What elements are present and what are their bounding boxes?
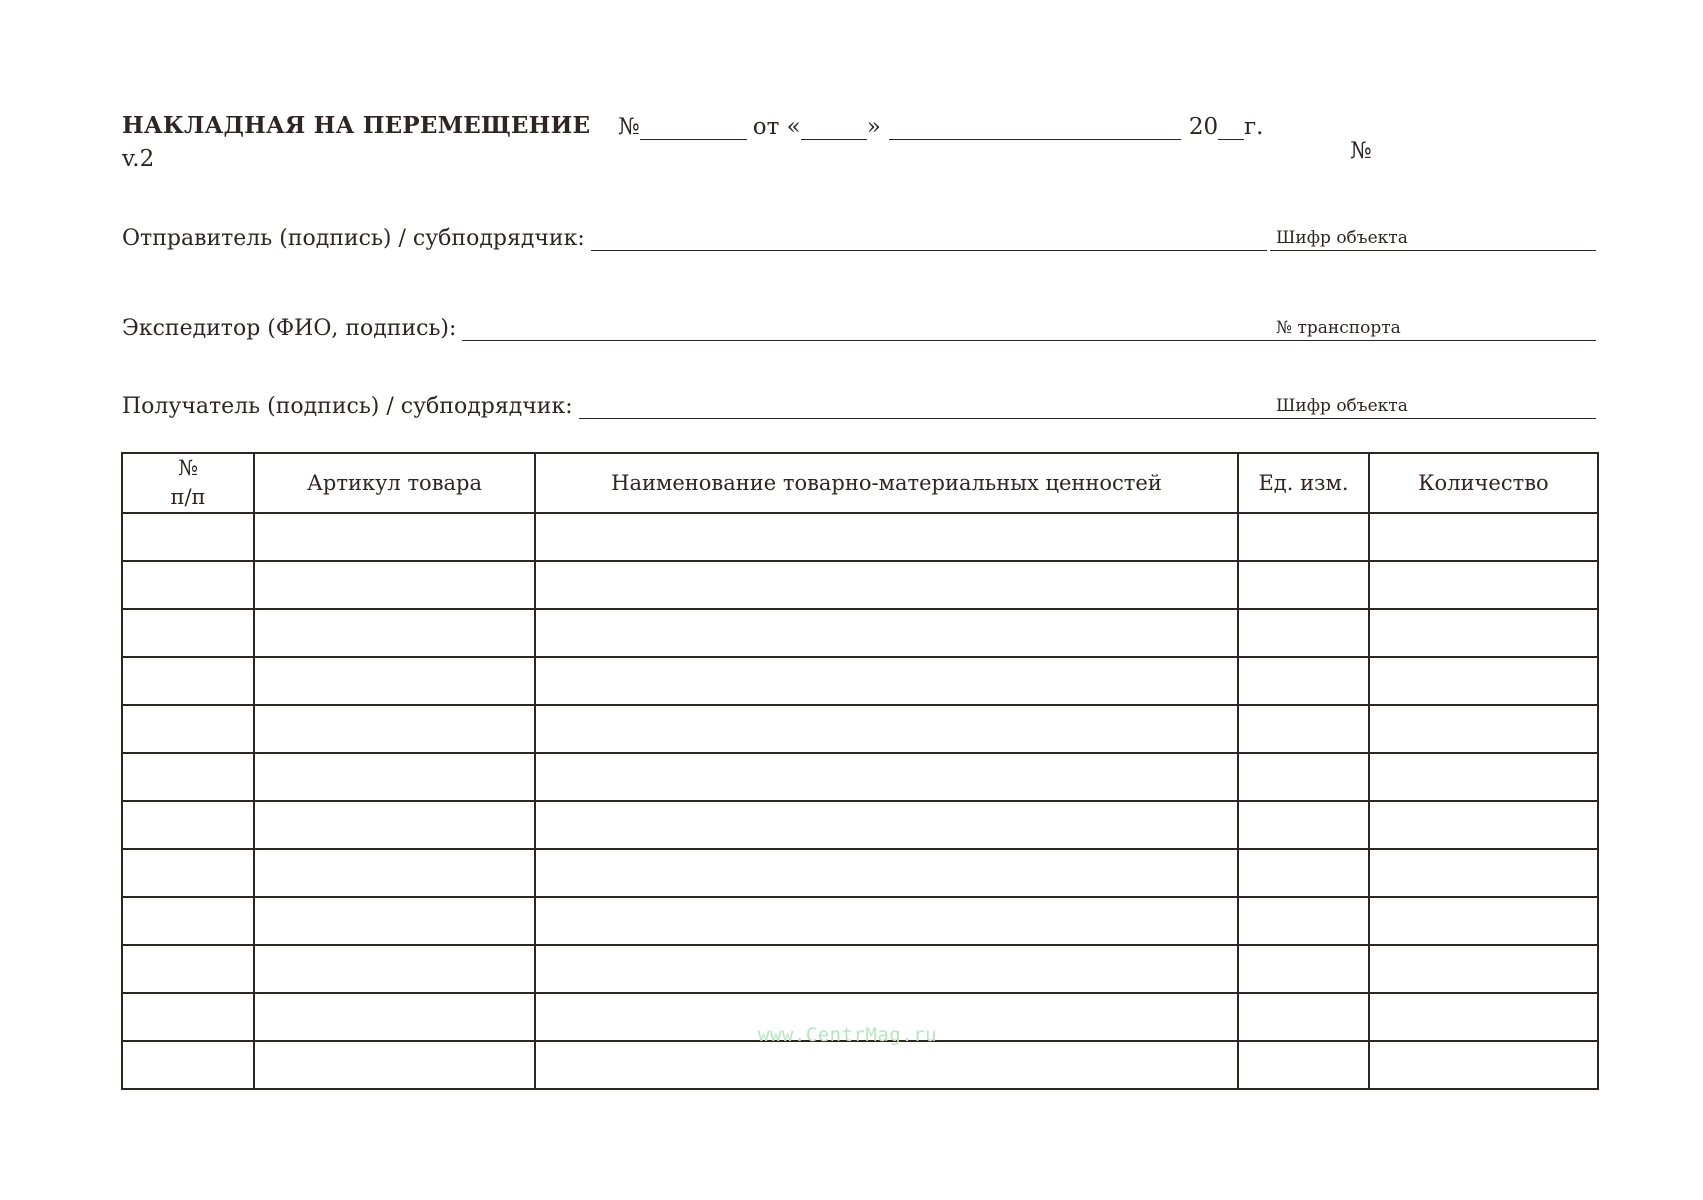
cell-quantity[interactable] [1369, 897, 1598, 945]
document-number-blank[interactable] [640, 117, 747, 140]
cell-name[interactable] [535, 513, 1238, 561]
header-name: Наименование товарно-материальных ценностей [535, 453, 1238, 513]
cell-row-number[interactable] [122, 609, 254, 657]
cell-name[interactable] [535, 1041, 1238, 1089]
cell-quantity[interactable] [1369, 849, 1598, 897]
cell-name[interactable] [535, 849, 1238, 897]
table-row [122, 609, 1598, 657]
cell-quantity[interactable] [1369, 993, 1598, 1041]
recipient-label: Получатель (подпись) / субподрядчик: [122, 394, 573, 419]
month-blank[interactable] [889, 117, 1181, 140]
cell-quantity[interactable] [1369, 561, 1598, 609]
table-body [122, 513, 1598, 1089]
year-suffix: г. [1244, 114, 1264, 140]
table-row [122, 897, 1598, 945]
cell-quantity[interactable] [1369, 513, 1598, 561]
cell-article[interactable] [254, 657, 535, 705]
cell-row-number[interactable] [122, 657, 254, 705]
cell-quantity[interactable] [1369, 705, 1598, 753]
cell-article[interactable] [254, 945, 535, 993]
header-row-number-line2: п/п [170, 485, 206, 509]
forwarder-field [122, 316, 1275, 341]
cell-quantity[interactable] [1369, 801, 1598, 849]
cell-unit[interactable] [1238, 561, 1369, 609]
cell-unit[interactable] [1238, 897, 1369, 945]
goods-table [121, 452, 1599, 1090]
object-code-field-2[interactable] [1270, 390, 1596, 419]
header-row-number [122, 453, 254, 513]
from-label: от « [752, 114, 801, 140]
cell-unit[interactable] [1238, 801, 1369, 849]
cell-row-number[interactable] [122, 849, 254, 897]
cell-row-number[interactable] [122, 993, 254, 1041]
table-row [122, 513, 1598, 561]
object-code-label-1: Шифр объекта [1276, 228, 1408, 248]
cell-unit[interactable] [1238, 609, 1369, 657]
cell-name[interactable] [535, 753, 1238, 801]
cell-unit[interactable] [1238, 945, 1369, 993]
cell-article[interactable] [254, 561, 535, 609]
cell-unit[interactable] [1238, 705, 1369, 753]
sender-signature-line[interactable] [591, 230, 1267, 251]
header-quantity: Количество [1369, 453, 1598, 513]
transport-number-label: № транспорта [1276, 318, 1401, 338]
cell-name[interactable] [535, 705, 1238, 753]
cell-article[interactable] [254, 849, 535, 897]
cell-row-number[interactable] [122, 945, 254, 993]
cell-article[interactable] [254, 1041, 535, 1089]
year-prefix: 20 [1188, 114, 1219, 140]
cell-name[interactable] [535, 945, 1238, 993]
cell-unit[interactable] [1238, 657, 1369, 705]
document-version: v.2 [122, 146, 155, 172]
cell-unit[interactable] [1238, 513, 1369, 561]
table-row [122, 1041, 1598, 1089]
cell-article[interactable] [254, 753, 535, 801]
cell-row-number[interactable] [122, 753, 254, 801]
transport-number-field[interactable] [1270, 312, 1596, 341]
cell-row-number[interactable] [122, 897, 254, 945]
table-header-row [122, 453, 1598, 513]
document-number-date-line [618, 114, 1263, 140]
cell-article[interactable] [254, 513, 535, 561]
cell-row-number[interactable] [122, 1041, 254, 1089]
year-blank[interactable] [1218, 117, 1244, 140]
cell-article[interactable] [254, 705, 535, 753]
cell-article[interactable] [254, 801, 535, 849]
quote-close: » [866, 114, 881, 140]
recipient-field [122, 394, 1272, 419]
document-title: НАКЛАДНАЯ НА ПЕРЕМЕЩЕНИЕ [122, 112, 591, 139]
corner-number: № [1350, 138, 1372, 164]
forwarder-signature-line[interactable] [462, 320, 1275, 341]
cell-row-number[interactable] [122, 513, 254, 561]
cell-quantity[interactable] [1369, 753, 1598, 801]
day-blank[interactable] [801, 117, 867, 140]
cell-article[interactable] [254, 897, 535, 945]
cell-article[interactable] [254, 993, 535, 1041]
cell-quantity[interactable] [1369, 945, 1598, 993]
cell-name[interactable] [535, 561, 1238, 609]
sender-label: Отправитель (подпись) / субподрядчик: [122, 226, 585, 251]
table-row [122, 753, 1598, 801]
cell-quantity[interactable] [1369, 609, 1598, 657]
sender-field [122, 226, 1267, 251]
header-article: Артикул товара [254, 453, 535, 513]
cell-article[interactable] [254, 609, 535, 657]
cell-row-number[interactable] [122, 801, 254, 849]
cell-unit[interactable] [1238, 993, 1369, 1041]
recipient-signature-line[interactable] [579, 398, 1272, 419]
table-row [122, 849, 1598, 897]
cell-unit[interactable] [1238, 849, 1369, 897]
table-row [122, 561, 1598, 609]
forwarder-label: Экспедитор (ФИО, подпись): [122, 316, 457, 341]
cell-name[interactable] [535, 657, 1238, 705]
cell-quantity[interactable] [1369, 657, 1598, 705]
cell-unit[interactable] [1238, 753, 1369, 801]
header-unit: Ед. изм. [1238, 453, 1369, 513]
header-row-number-line1: № [178, 456, 198, 480]
cell-row-number[interactable] [122, 705, 254, 753]
watermark: www.CentrMag.ru [758, 1024, 938, 1046]
table-row [122, 801, 1598, 849]
cell-unit[interactable] [1238, 1041, 1369, 1089]
cell-name[interactable] [535, 801, 1238, 849]
number-sign: № [618, 114, 640, 140]
cell-name[interactable] [535, 897, 1238, 945]
cell-row-number[interactable] [122, 561, 254, 609]
object-code-field-1[interactable] [1270, 222, 1596, 251]
cell-name[interactable] [535, 609, 1238, 657]
table-row [122, 657, 1598, 705]
cell-quantity[interactable] [1369, 1041, 1598, 1089]
object-code-label-2: Шифр объекта [1276, 396, 1408, 416]
table-row [122, 945, 1598, 993]
table-row [122, 705, 1598, 753]
